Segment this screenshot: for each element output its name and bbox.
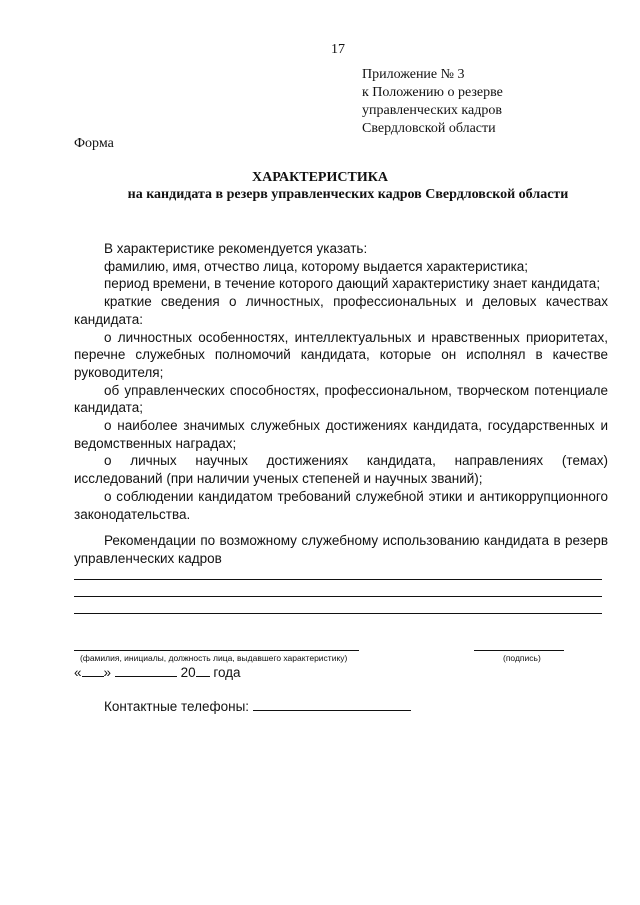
contacts-field[interactable] — [253, 698, 411, 711]
paragraph: о личных научных достижениях кандидата, направлениях (темах) исследований (при наличии ученых степеней и научных званий); — [74, 453, 608, 487]
recommendation-text: Рекомендации по возможному служебному использованию кандидата в резерв управленческих кадров — [74, 533, 608, 566]
document-subtitle: на кандидата в резерв управленческих кадров Свердловской области — [127, 187, 569, 202]
document-title: ХАРАКТЕРИСТИКА — [252, 170, 388, 185]
paragraph: об управленческих способностях, профессиональном, творческом потенциале кандидата; — [74, 382, 608, 416]
contacts-label: Контактные телефоны: — [104, 699, 250, 714]
recommendation-line-1[interactable] — [74, 579, 602, 580]
appendix-header — [362, 66, 503, 138]
appendix-line: Приложение № 3 — [362, 67, 465, 82]
signature-line[interactable] — [474, 650, 564, 651]
appendix-line: Свердловской области — [362, 121, 496, 136]
page-number: 17 — [331, 42, 345, 57]
paragraph: о личностных особенностях, интеллектуальных и нравственных приоритетах, перечне служебных полномочий кандидата, которые он исполнял в качестве руководителя; — [74, 329, 608, 380]
paragraph: о наиболее значимых служебных достижениях кандидата, государственных и ведомственных наградах; — [74, 418, 608, 451]
appendix-line: к Положению о резерве — [362, 85, 503, 100]
name-caption: (фамилия, инициалы, должность лица, выдавшего характеристику) — [80, 653, 348, 663]
paragraph: краткие сведения о личностных, профессиональных и деловых качествах кандидата: — [74, 294, 608, 327]
date-line — [74, 664, 241, 680]
signature-caption: (подпись) — [503, 653, 541, 663]
recommendation-line-3[interactable] — [74, 613, 602, 614]
day-field[interactable] — [82, 664, 104, 677]
contact-phones — [104, 698, 411, 714]
form-label: Форма — [74, 136, 114, 151]
name-signature-line[interactable] — [74, 650, 359, 651]
year-prefix: 20 — [180, 665, 196, 680]
year-field[interactable] — [196, 664, 210, 677]
appendix-line: управленческих кадров — [362, 103, 502, 118]
date-close-quote: » — [103, 665, 112, 680]
month-field[interactable] — [115, 664, 177, 677]
instructions-body — [74, 240, 608, 523]
recommendation-line-2[interactable] — [74, 596, 602, 597]
paragraph: о соблюдении кандидатом требований служебной этики и антикоррупционного законодательства. — [74, 488, 608, 522]
date-open-quote: « — [74, 665, 82, 680]
paragraph: фамилию, имя, отчество лица, которому выдается характеристика; — [104, 258, 529, 274]
year-suffix: года — [209, 665, 241, 680]
paragraph: период времени, в течение которого дающий характеристику знает кандидата; — [104, 276, 601, 292]
paragraph: В характеристике рекомендуется указать: — [104, 241, 368, 256]
recommendation-section — [74, 532, 608, 567]
